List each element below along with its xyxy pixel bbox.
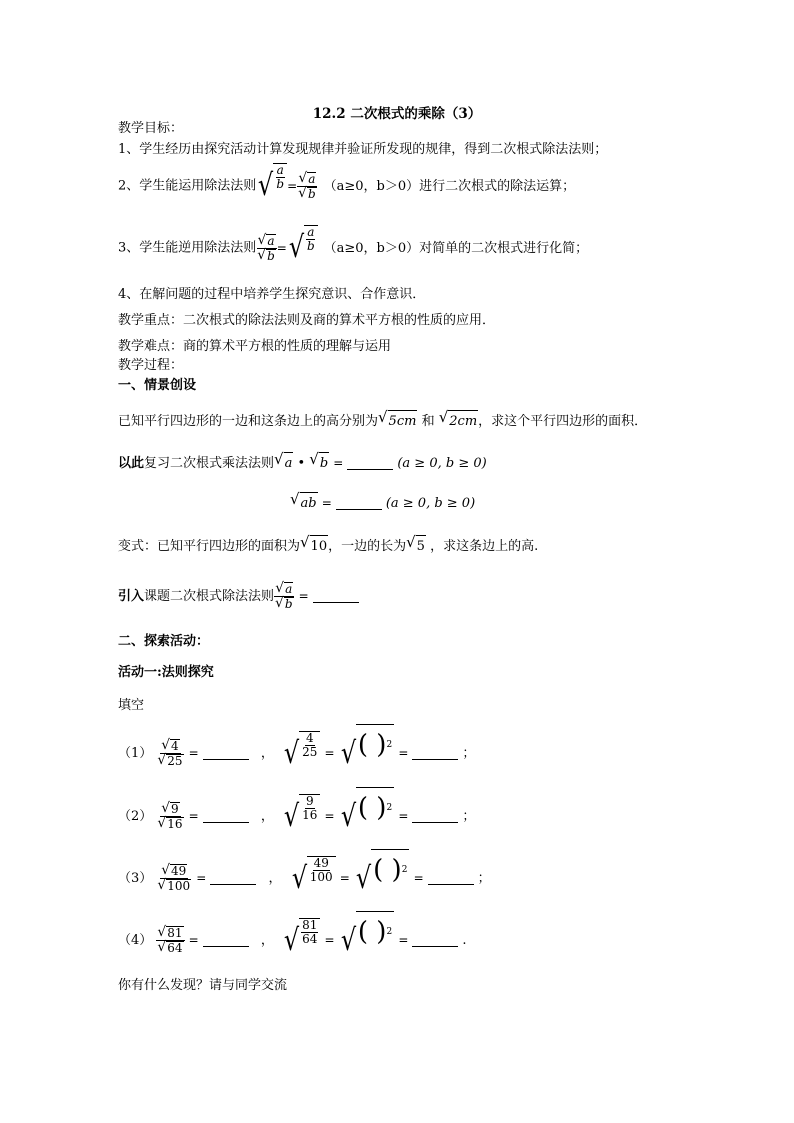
exercise-numerator: 9	[171, 802, 179, 817]
scenario-text: 已知平行四边形的一边和这条边上的高分别为 √ 5cm 和 √ 2cm ，求这个平行四边形的面积．	[118, 410, 647, 433]
variant-mid: ，一边的长为	[328, 539, 407, 554]
variant-line: 变式：已知平行四边形的面积为 √ 10 ，一边的长为 √ 5 ，求这条边上的高.	[118, 535, 538, 558]
goals-heading: 教学目标：	[118, 121, 184, 136]
question-text: 你有什么发现？请与同学交流	[118, 978, 288, 993]
exercise-label: （2）	[118, 809, 153, 824]
exercise-row: （1） √ 4 √ 25 = ， √ $\frac{4}{25}$ = √ ( ) 2 = ；	[118, 733, 475, 774]
scenario-prefix: 已知平行四边形的一边和这条边上的高分别为	[118, 414, 379, 429]
goal-3-suffix: （a≥0，b＞0）对简单的二次根式进行化简；	[323, 240, 589, 256]
exercise-denominator: 25	[167, 754, 183, 768]
exercise-label: （1）	[118, 746, 153, 761]
process-label: 教学过程：	[118, 358, 184, 373]
goal-2	[118, 163, 576, 205]
key-point: 教学重点：二次根式的除法法则及商的算术平方根的性质的应用．	[118, 313, 496, 328]
intro-fraction: √ a √ b	[275, 580, 293, 611]
exercise-end: ；	[462, 809, 476, 824]
exercise-numerator: 49	[171, 864, 187, 879]
blank-division[interactable]	[313, 590, 359, 603]
exercise-numerator: 81	[167, 926, 183, 941]
variant-suffix: ，求这条边上的高.	[430, 539, 539, 554]
exercise-blank-2[interactable]	[412, 934, 458, 947]
exercise-label: （4）	[118, 933, 153, 948]
review-prefix: 以此	[118, 456, 145, 471]
difficulty: 教学难点：商的算术平方根的性质的理解与运用	[118, 339, 392, 354]
exercise-blank[interactable]	[210, 872, 256, 885]
exercise-end: .	[462, 933, 467, 948]
exercise-denominator-2: 25	[302, 744, 318, 759]
intro-prefix: 引入	[118, 589, 145, 604]
intro-text: 课题二次根式除法法则	[144, 589, 275, 604]
scenario-suffix: ，求这个平行四边形的面积．	[478, 414, 648, 429]
exercise-numerator: 4	[171, 739, 179, 754]
goal-4: 4、在解问题的过程中培养学生探究意识、合作意识．	[118, 287, 426, 302]
exercise-row: （3） √ 49 √ 100 = ， √ $\frac{49}{100}$ = √ ( ) 2 = ；	[118, 858, 491, 899]
inverse-division-formula: √ a √ b = √ $\frac{a}{b}$	[256, 230, 317, 266]
section-2-heading: 二、探索活动：	[118, 634, 210, 649]
scenario-and: 和	[421, 414, 435, 429]
exercise-numerator-2: 49	[313, 855, 329, 870]
goal-1: 1、学生经历由探究活动计算发现规律并验证所发现的规律，得到二次根式除法法则；	[118, 142, 608, 157]
exercise-numerator-2: 4	[305, 730, 314, 745]
exercise-blank[interactable]	[203, 810, 249, 823]
review-condition: (a ≥ 0, b ≥ 0)	[397, 456, 487, 471]
exercise-denominator: 100	[167, 879, 191, 893]
exercise-label: （3）	[118, 871, 153, 886]
exercise-row: （4） √ 81 √ 64 = ， √ $\frac{81}{64}$ = √ ( ) 2 = .	[118, 920, 467, 961]
exercise-numerator-2: 9	[305, 793, 314, 808]
goal-2-suffix: （a≥0，b＞0）进行二次根式的除法运算；	[323, 178, 576, 194]
activity-1-heading: 活动一:法则探究	[118, 665, 214, 680]
exercise-denominator: 16	[167, 817, 183, 831]
exercise-denominator-2: 16	[302, 807, 318, 822]
exercise-denominator: 64	[167, 941, 183, 955]
review-line-2: √ ab = (a ≥ 0, b ≥ 0)	[290, 492, 475, 515]
exercise-denominator-2: 100	[309, 869, 333, 884]
exercise-denominator-2: 64	[302, 931, 318, 946]
intro-line: 引入课题二次根式除法法则 √ a √ b =	[118, 578, 363, 615]
exercise-blank[interactable]	[203, 934, 249, 947]
goal-3	[118, 225, 589, 267]
blank-product-2[interactable]	[336, 497, 382, 510]
section-1-heading: 一、情景创设	[118, 378, 197, 393]
exercise-blank-2[interactable]	[412, 747, 458, 760]
blank-product[interactable]	[347, 457, 393, 470]
exercise-row: （2） √ 9 √ 16 = ， √ $\frac{9}{16}$ = √ ( ) 2 = ；	[118, 796, 475, 837]
review-condition-2: (a ≥ 0, b ≥ 0)	[385, 496, 476, 511]
division-rule-formula: √ $\frac{a}{b}$ = √ a √ b	[258, 163, 316, 203]
goal-2-prefix: 2、学生能运用除法法则	[118, 178, 257, 194]
fill-label: 填空	[118, 698, 145, 713]
review-line: 以此复习二次根式乘法法则 √ a • √ b = (a ≥ 0, b ≥ 0)	[118, 452, 487, 475]
exercise-blank-2[interactable]	[412, 810, 458, 823]
exercise-blank-2[interactable]	[428, 872, 474, 885]
exercise-end: ；	[462, 746, 476, 761]
variant-prefix: 变式：已知平行四边形的面积为	[118, 539, 301, 554]
exercise-end: ；	[477, 871, 491, 886]
page-title: 12.2 二次根式的乘除（3）	[312, 106, 482, 122]
exercise-numerator-2: 81	[302, 917, 318, 932]
goal-3-prefix: 3、学生能逆用除法法则	[118, 240, 257, 256]
exercise-blank[interactable]	[203, 747, 249, 760]
review-text: 复习二次根式乘法法则	[144, 456, 275, 471]
